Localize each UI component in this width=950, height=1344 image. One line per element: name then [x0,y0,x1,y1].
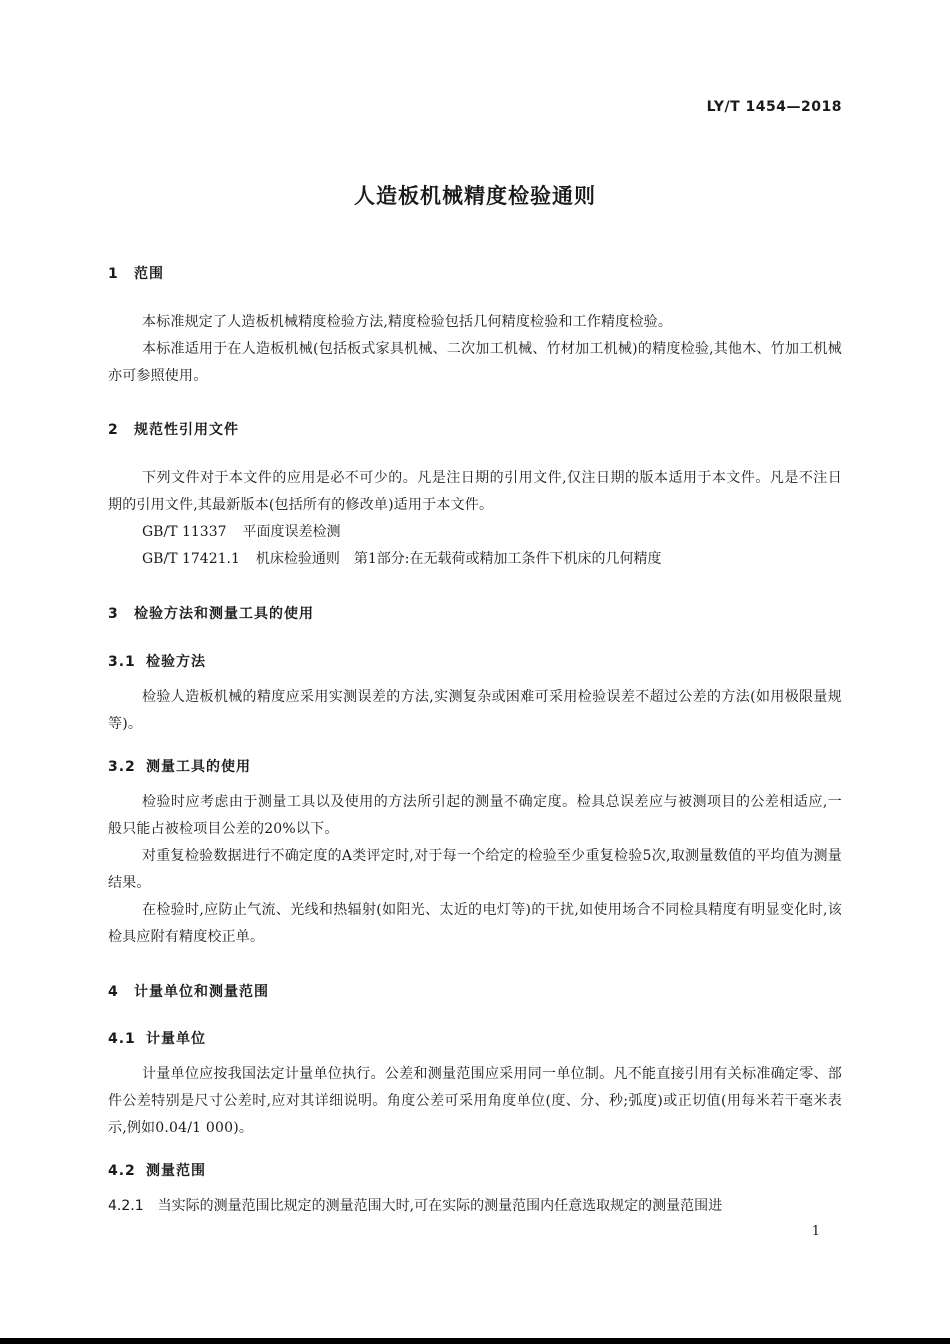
section-title: 计量单位和测量范围 [134,984,269,1000]
section-1-heading [108,263,164,283]
section-number: 3.1 [108,654,136,670]
reference-code: GB/T 17421.1 [142,551,240,567]
clause-4-2-1 [108,1193,842,1220]
normative-reference [142,519,341,546]
reference-title: 平面度误差检测 [242,524,341,540]
section-number: 3 [108,606,119,622]
section-title: 检验方法和测量工具的使用 [134,606,314,622]
section-4-2-heading [108,1160,206,1180]
reference-code: GB/T 11337 [142,524,227,540]
paragraph: 下列文件对于本文件的应用是必不可少的。凡是注日期的引用文件,仅注日期的版本适用于本文件。凡是不注日期的引用文件,其最新版本(包括所有的修改单)适用于本文件。 [108,470,842,513]
paragraph: 本标准适用于在人造板机械(包括板式家具机械、二次加工机械、竹材加工机械)的精度检验,其他木、竹加工机械亦可参照使用。 [108,341,842,384]
clause-text: 当实际的测量范围比规定的测量范围大时,可在实际的测量范围内任意选取规定的测量范围进 [157,1198,723,1214]
paragraph: 对重复检验数据进行不确定度的A类评定时,对于每一个给定的检验至少重复检验5次,取测量数值的平均值为测量结果。 [108,848,842,891]
section-title: 检验方法 [146,654,206,670]
bottom-border [0,1338,950,1344]
section-number: 4.2 [108,1163,136,1179]
clause-number: 4.2.1 [108,1198,144,1214]
section-title: 规范性引用文件 [134,422,239,438]
section-3-2-heading [108,756,251,776]
section-title: 范围 [134,266,164,282]
section-3-heading [108,603,314,623]
standard-code: LY/T 1454—2018 [706,99,842,115]
paragraph: 检验时应考虑由于测量工具以及使用的方法所引起的测量不确定度。检具总误差应与被测项目的公差相适应,一般只能占被检项目公差的20%以下。 [108,794,842,837]
paragraph: 本标准规定了人造板机械精度检验方法,精度检验包括几何精度检验和工作精度检验。 [142,314,673,330]
document-title: 人造板机械精度检验通则 [354,184,596,208]
section-title: 测量范围 [146,1163,206,1179]
paragraph: 检验人造板机械的精度应采用实测误差的方法,实测复杂或困难可采用检验误差不超过公差的方法(如用极限量规等)。 [108,689,842,732]
paragraph: 在检验时,应防止气流、光线和热辐射(如阳光、太近的电灯等)的干扰,如使用场合不同检具精度有明显变化时,该检具应附有精度校正单。 [108,902,842,945]
paragraph: 计量单位应按我国法定计量单位执行。公差和测量范围应采用同一单位制。凡不能直接引用有关标准确定零、部件公差特别是尺寸公差时,应对其详细说明。角度公差可采用角度单位(度、分、秒;弧度)或正切值(用每米若干毫米表示,例如0.04/1 000)。 [108,1066,842,1136]
reference-title: 机床检验通则 第1部分:在无载荷或精加工条件下机床的几何精度 [255,551,662,567]
section-4-heading [108,981,269,1001]
section-title: 计量单位 [146,1031,206,1047]
section-2-heading [108,419,239,439]
section-number: 2 [108,422,119,438]
section-title: 测量工具的使用 [146,759,251,775]
section-number: 4 [108,984,119,1000]
section-3-1-heading [108,651,206,671]
section-4-1-heading [108,1028,206,1048]
page-number: 1 [811,1224,820,1239]
section-number: 3.2 [108,759,136,775]
section-number: 1 [108,266,119,282]
section-number: 4.1 [108,1031,136,1047]
normative-reference [142,546,662,573]
